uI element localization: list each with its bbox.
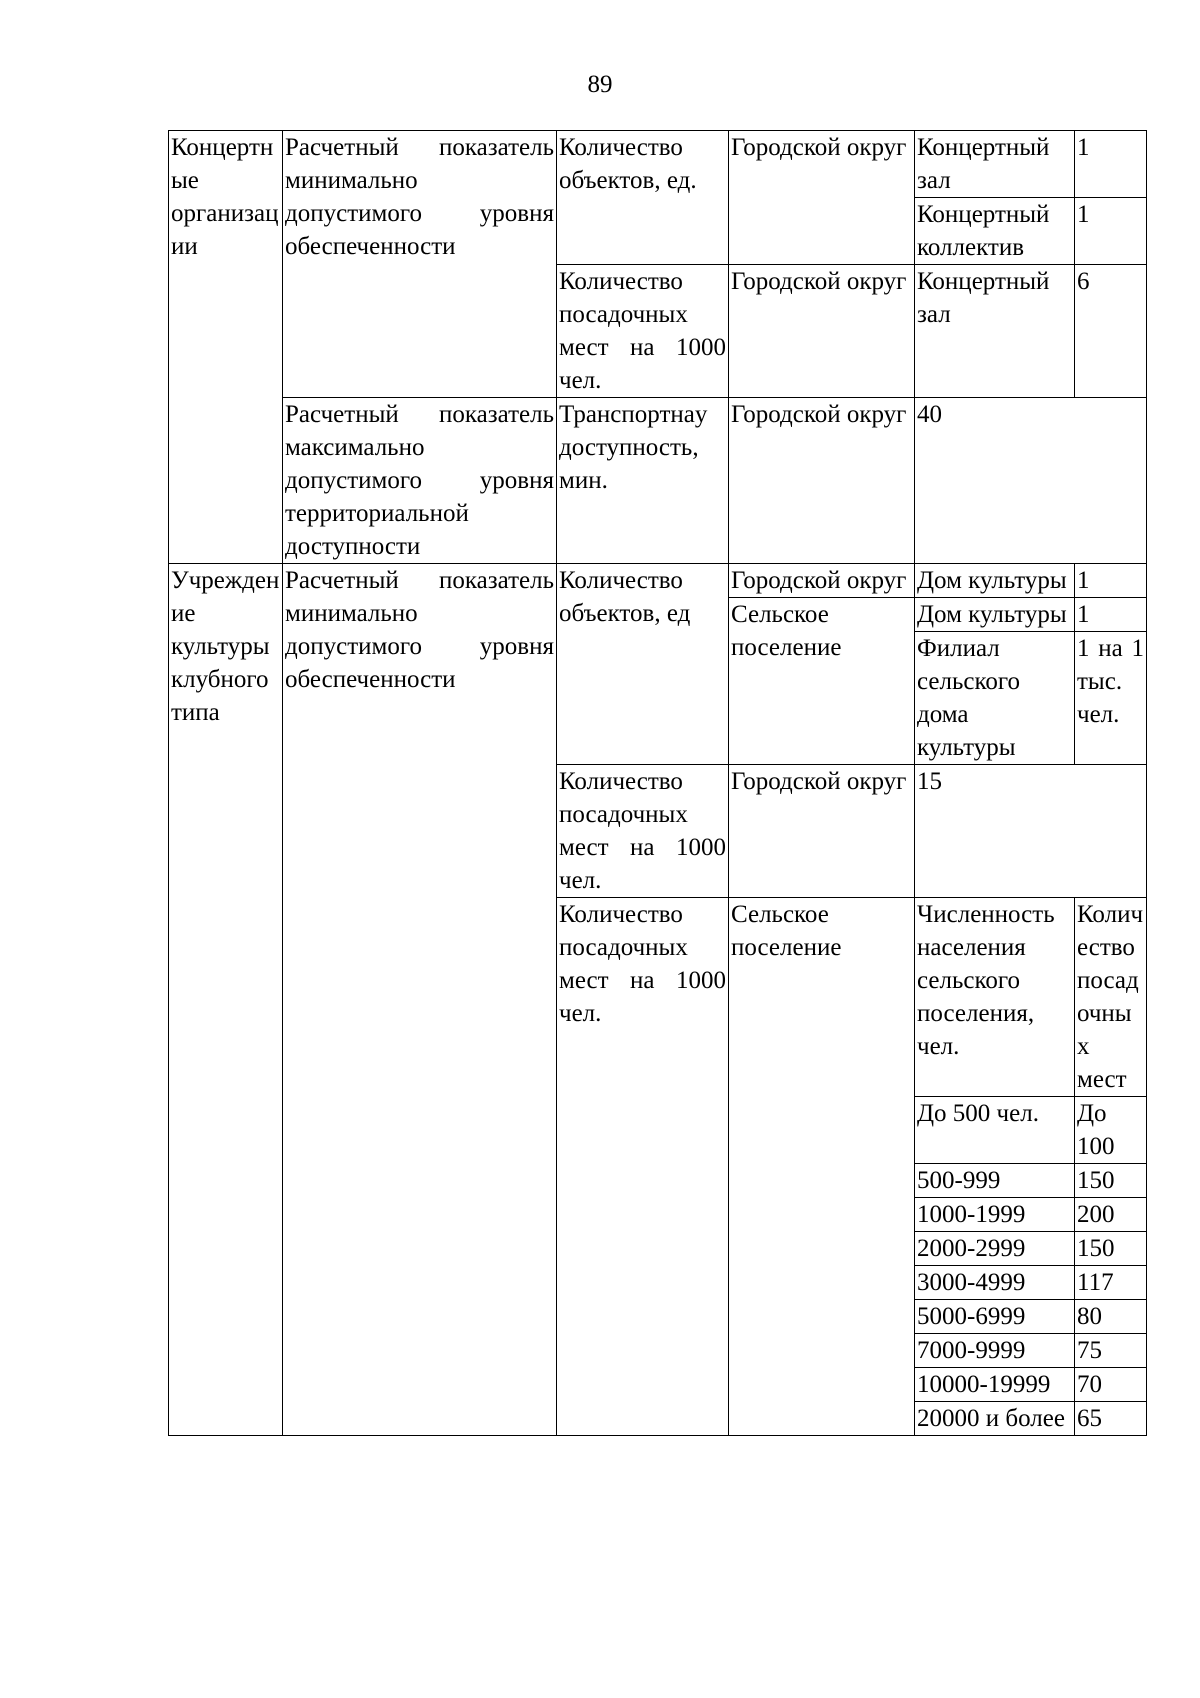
type-cell: Дом культуры — [915, 598, 1075, 632]
unit-cell: Транспортнаy доступность, мин. — [557, 398, 729, 564]
territory-cell: Городской округ — [729, 398, 915, 564]
population-cell: 500-999 — [915, 1164, 1075, 1198]
population-cell: 7000-9999 — [915, 1334, 1075, 1368]
table-row — [169, 398, 1147, 564]
seats-cell: До 100 — [1075, 1097, 1147, 1164]
value-cell: 1 — [1075, 131, 1147, 198]
population-header-cell: Численность населения сельского поселения, чел. — [915, 898, 1075, 1097]
territory-cell: Сельское поселение — [729, 598, 915, 765]
value-cell: 40 — [915, 398, 1147, 564]
seats-cell: 117 — [1075, 1266, 1147, 1300]
indicator-min-cell: Расчетный показатель минимально допустимого уровня обеспеченности — [283, 131, 557, 398]
unit-cell: Количество объектов, ед. — [557, 131, 729, 265]
population-cell: 20000 и более — [915, 1402, 1075, 1436]
value-cell: 1 — [1075, 198, 1147, 265]
indicator-max-cell: Расчетный показатель максимально допустимого уровня территориальной доступности — [283, 398, 557, 564]
unit-cell: Количество посадочных мест на 1000 чел. — [557, 765, 729, 898]
value-cell: 6 — [1075, 265, 1147, 398]
territory-cell: Городской округ — [729, 131, 915, 265]
population-cell: 5000-6999 — [915, 1300, 1075, 1334]
seats-cell: 75 — [1075, 1334, 1147, 1368]
page-number: 89 — [587, 71, 613, 98]
territory-cell: Городской округ — [729, 564, 915, 598]
seats-cell: 65 — [1075, 1402, 1147, 1436]
population-cell: 10000-19999 — [915, 1368, 1075, 1402]
type-cell: Концертный зал — [915, 265, 1075, 398]
value-cell: 1 — [1075, 564, 1147, 598]
type-cell: Концертный зал — [915, 131, 1075, 198]
value-cell: 1 на 1 тыс. чел. — [1075, 632, 1147, 765]
value-cell: 1 — [1075, 598, 1147, 632]
type-cell: Филиал сельского дома культуры — [915, 632, 1075, 765]
territory-cell: Сельское поселение — [729, 898, 915, 1436]
seats-cell: 200 — [1075, 1198, 1147, 1232]
unit-cell: Количество посадочных мест на 1000 чел. — [557, 898, 729, 1436]
standards-table — [168, 130, 1147, 1436]
seats-header-cell: Количество посадочных мест — [1075, 898, 1147, 1097]
seats-cell: 150 — [1075, 1232, 1147, 1266]
population-cell: 3000-4999 — [915, 1266, 1075, 1300]
category-cell-club: Учреждение культуры клубного типа — [169, 564, 283, 1436]
category-cell-concert: Концертные организации — [169, 131, 283, 564]
seats-cell: 150 — [1075, 1164, 1147, 1198]
population-cell: 1000-1999 — [915, 1198, 1075, 1232]
value-cell: 15 — [915, 765, 1147, 898]
indicator-min-cell: Расчетный показатель минимально допустимого уровня обеспеченности — [283, 564, 557, 1436]
table-row — [169, 131, 1147, 198]
territory-cell: Городской округ — [729, 265, 915, 398]
population-cell: До 500 чел. — [915, 1097, 1075, 1164]
type-cell: Дом культуры — [915, 564, 1075, 598]
table-row — [169, 564, 1147, 598]
seats-cell: 70 — [1075, 1368, 1147, 1402]
unit-cell: Количество объектов, ед — [557, 564, 729, 765]
seats-cell: 80 — [1075, 1300, 1147, 1334]
territory-cell: Городской округ — [729, 765, 915, 898]
type-cell: Концертный коллектив — [915, 198, 1075, 265]
population-cell: 2000-2999 — [915, 1232, 1075, 1266]
unit-cell: Количество посадочных мест на 1000 чел. — [557, 265, 729, 398]
